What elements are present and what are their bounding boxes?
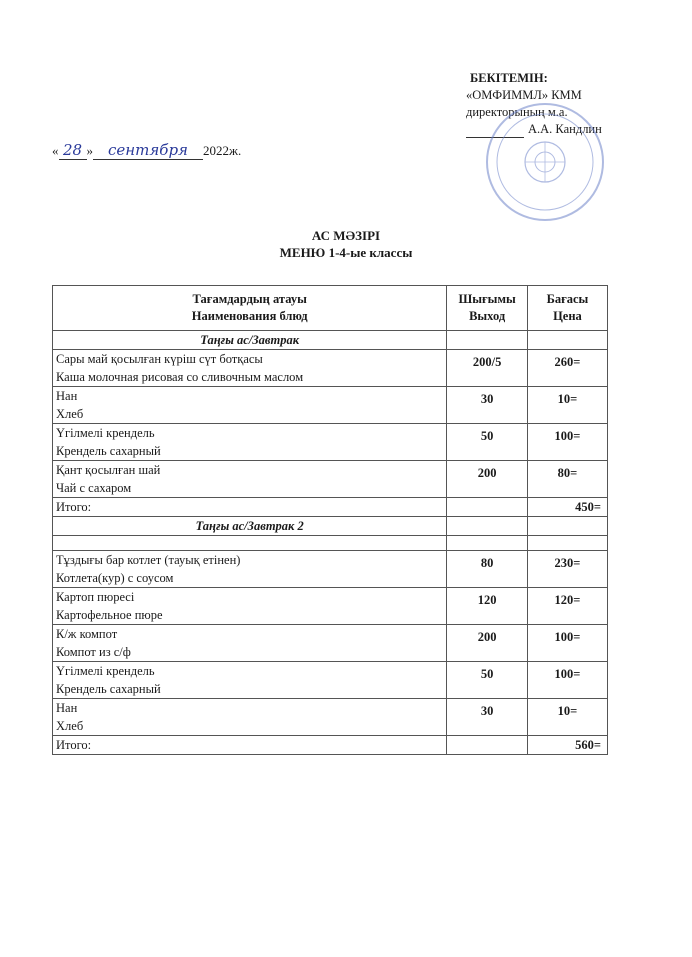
dish-price: 230= <box>527 551 607 588</box>
dish-output: 50 <box>447 424 528 461</box>
dish-name-ru: Котлета(кур) с соусом <box>56 571 174 585</box>
dish-output: 200 <box>447 625 528 662</box>
total-value: 560= <box>527 736 607 755</box>
dish-output: 80 <box>447 551 528 588</box>
dish-price: 260= <box>527 350 607 387</box>
dish-name-ru: Крендель сахарный <box>56 444 161 458</box>
dish-name-ru: Чай с сахаром <box>56 481 132 495</box>
table-row <box>53 551 608 588</box>
dish-name-kz: Нан <box>56 701 78 715</box>
header-dish-name <box>53 286 447 331</box>
dish-price: 80= <box>527 461 607 498</box>
dish-name-ru: Хлеб <box>56 719 84 733</box>
dish-name-ru: Крендель сахарный <box>56 682 161 696</box>
date-month: сентября <box>93 141 203 160</box>
dish-output: 30 <box>447 699 528 736</box>
dish-output: 200 <box>447 461 528 498</box>
total-label: Итого: <box>53 498 447 517</box>
table-row <box>53 625 608 662</box>
section-row <box>53 517 608 536</box>
approval-position: директорының м.а. <box>466 105 568 119</box>
dish-output: 120 <box>447 588 528 625</box>
table-header-row <box>53 286 608 331</box>
table-row <box>53 424 608 461</box>
date-line <box>52 141 241 160</box>
dish-price: 100= <box>527 625 607 662</box>
dish-name-kz: Тұздығы бар котлет (тауық етінен) <box>56 553 241 567</box>
table-row <box>53 662 608 699</box>
dish-price: 10= <box>527 699 607 736</box>
total-value: 450= <box>527 498 607 517</box>
table-row <box>53 588 608 625</box>
date-open-quote: « <box>52 143 59 158</box>
official-stamp-seal <box>483 100 607 224</box>
menu-title: АС МӘЗІРІ <box>311 228 381 243</box>
menu-title-block <box>0 227 692 261</box>
dish-name-ru: Хлеб <box>56 407 84 421</box>
header-output-kz: Шығымы <box>458 292 516 306</box>
header-price-ru: Цена <box>553 309 582 323</box>
menu-table <box>52 285 608 755</box>
table-row <box>53 699 608 736</box>
approval-heading: БЕКІТЕМІН: <box>470 71 548 85</box>
dish-name-ru: Компот из с/ф <box>56 645 131 659</box>
dish-name-kz: Сары май қосылған күріш сүт ботқасы <box>56 352 263 366</box>
dish-name-kz: Үгілмелі крендель <box>56 664 155 678</box>
dish-name-kz: Үгілмелі крендель <box>56 426 155 440</box>
dish-name-ru: Каша молочная рисовая со сливочным маслом <box>56 370 304 384</box>
dish-price: 120= <box>527 588 607 625</box>
table-row <box>53 461 608 498</box>
date-day: 28 <box>59 141 87 160</box>
section-title: Таңғы ас/Завтрак <box>53 331 447 350</box>
dish-name-kz: К/ж компот <box>56 627 118 641</box>
empty-row <box>53 536 608 551</box>
date-close-quote: » <box>86 143 93 158</box>
header-output <box>447 286 528 331</box>
dish-output: 50 <box>447 662 528 699</box>
header-price <box>527 286 607 331</box>
menu-subtitle: МЕНЮ 1-4-ые классы <box>279 245 413 260</box>
total-row <box>53 498 608 517</box>
header-price-kz: Бағасы <box>546 292 589 306</box>
header-dish-name-kz: Тағамдардың атауы <box>192 292 307 306</box>
section-title: Таңғы ас/Завтрак 2 <box>53 517 447 536</box>
table-row <box>53 387 608 424</box>
dish-price: 100= <box>527 424 607 461</box>
approval-signer: А.А. Кандлин <box>528 122 602 136</box>
total-row <box>53 736 608 755</box>
header-dish-name-ru: Наименования блюд <box>191 309 308 323</box>
dish-name-kz: Нан <box>56 389 78 403</box>
dish-price: 100= <box>527 662 607 699</box>
dish-price: 10= <box>527 387 607 424</box>
dish-name-kz: Картоп пюресі <box>56 590 135 604</box>
approval-organization: «ОМФИММЛ» КММ <box>466 88 582 102</box>
dish-output: 30 <box>447 387 528 424</box>
table-row <box>53 350 608 387</box>
dish-name-ru: Картофельное пюре <box>56 608 163 622</box>
dish-output: 200/5 <box>447 350 528 387</box>
section-row <box>53 331 608 350</box>
dish-name-kz: Қант қосылған шай <box>56 463 161 477</box>
header-output-ru: Выход <box>469 309 506 323</box>
total-label: Итого: <box>53 736 447 755</box>
date-year: 2022ж. <box>203 143 242 158</box>
